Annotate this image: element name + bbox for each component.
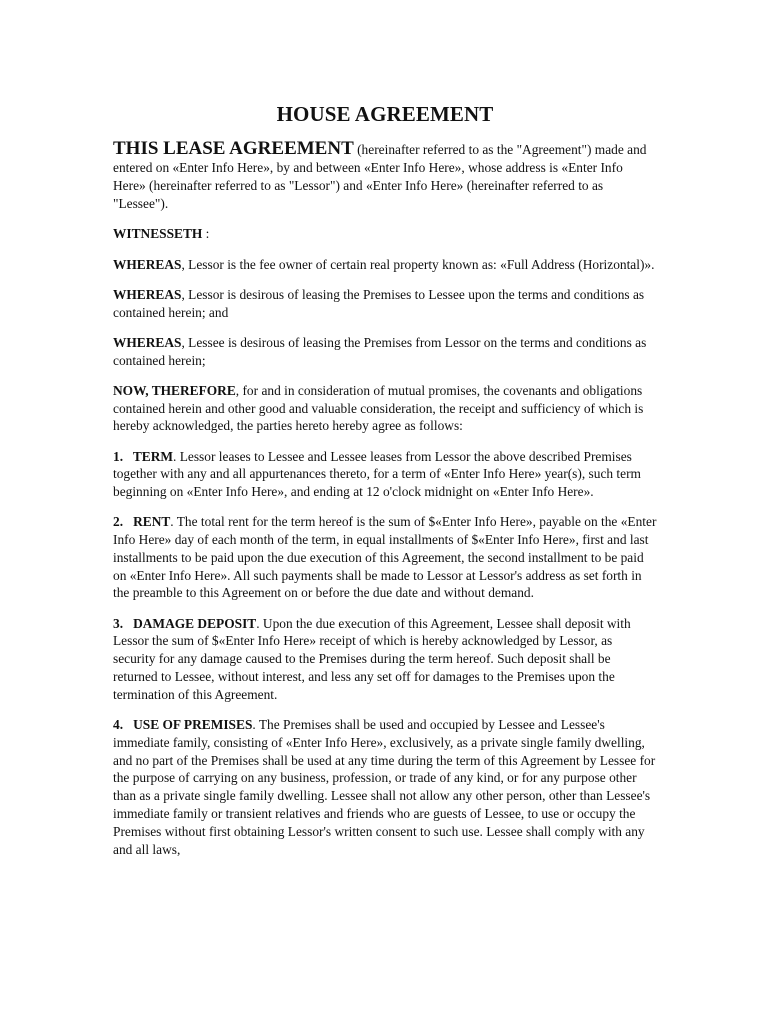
whereas-text: , Lessor is desirous of leasing the Premises to Lessee upon the terms and conditions as contained herein; and xyxy=(113,286,645,320)
clause-text: . The total rent for the term hereof is the sum of $«Enter Info Here», payable on the «Enter Info Here» day of each month of the term, in equal installments of $«Enter Info Here», first and last installments to be paid upon the due execution of this Agreement, the second installment to be paid on «Enter Info Here». All such payments shall be made to Lessor at Lessor's address as set forth in the preamble to this Agreement on or before the due date and without demand. xyxy=(113,514,657,601)
therefore-paragraph xyxy=(113,382,657,435)
intro-paragraph xyxy=(113,139,657,212)
clause-text: . Upon the due execution of this Agreement, Lessee shall deposit with Lessor the sum of $«Enter Info Here» receipt of which is hereby acknowledged by Lessor, as security for any damage caused to the Premises during the term hereof. Such deposit shall be returned to Lessee, without interest, and less any set off for damages to the Premises upon the termination of this Agreement. xyxy=(113,615,631,702)
whereas-lead: WHEREAS xyxy=(113,256,182,272)
clause-heading: 4. USE OF PREMISES xyxy=(113,717,253,733)
clause-text: . The Premises shall be used and occupied by Lessee and Lessee's immediate family, consisting of «Enter Info Here», exclusively, as a private single family dwelling, and no part of the Premises shall be used at any time during the term of this Agreement by Lessee for the purpose of carrying on any business, profession, or trade of any kind, or for any purpose other than as a private single family dwelling. Lessee shall not allow any other person, other than Lessee's immediate family or transient relatives and friends who are guests of Lessee, to use or occupy the Premises without first obtaining Lessor's written consent to such use. Lessee shall comply with any and all laws, xyxy=(113,717,656,857)
therefore-lead: NOW, THEREFORE xyxy=(113,382,236,398)
whereas-text: , Lessor is the fee owner of certain real property known as: «Full Address (Horizontal)». xyxy=(181,256,655,272)
whereas-paragraph-3 xyxy=(113,334,657,370)
intro-lead: THIS LEASE AGREEMENT xyxy=(113,138,354,159)
witnesseth-paragraph xyxy=(113,225,657,243)
clause-heading: 1. TERM xyxy=(113,448,174,464)
whereas-lead: WHEREAS xyxy=(113,286,182,302)
clause-term xyxy=(113,448,657,501)
clause-damage-deposit xyxy=(113,615,657,704)
whereas-paragraph-1 xyxy=(113,256,657,274)
clause-use-of-premises xyxy=(113,716,657,858)
intro-text: (hereinafter referred to as the "Agreement") made and entered on «Enter Info Here», by and between «Enter Info Here», whose address is «Enter Info Here» (hereinafter referred to as "Lessor") and «Enter Info Here» (hereinafter referred to as "Lessee"). xyxy=(113,142,647,211)
clause-heading: 3. DAMAGE DEPOSIT xyxy=(113,615,257,631)
clause-heading: 2. RENT xyxy=(113,514,171,530)
clause-rent xyxy=(113,513,657,602)
witnesseth-text: : xyxy=(202,226,210,242)
therefore-text: , for and in consideration of mutual promises, the covenants and obligations contained herein and other good and valuable consideration, the receipt and sufficiency of which is hereby acknowledged, the parties hereto hereby agree as follows: xyxy=(113,382,644,434)
whereas-text: , Lessee is desirous of leasing the Premises from Lessor on the terms and conditions as contained herein; xyxy=(113,334,647,368)
whereas-lead: WHEREAS xyxy=(113,334,182,350)
clause-text: . Lessor leases to Lessee and Lessee leases from Lessor the above described Premises together with any and all appurtenances thereto, for a term of «Enter Info Here» year(s), such term beginning on «Enter Info Here», and ending at 12 o'clock midnight on «Enter Info Here». xyxy=(113,448,641,500)
whereas-paragraph-2 xyxy=(113,286,657,322)
witnesseth-lead: WITNESSETH xyxy=(113,226,203,242)
document-title: HOUSE AGREEMENT xyxy=(276,102,494,126)
